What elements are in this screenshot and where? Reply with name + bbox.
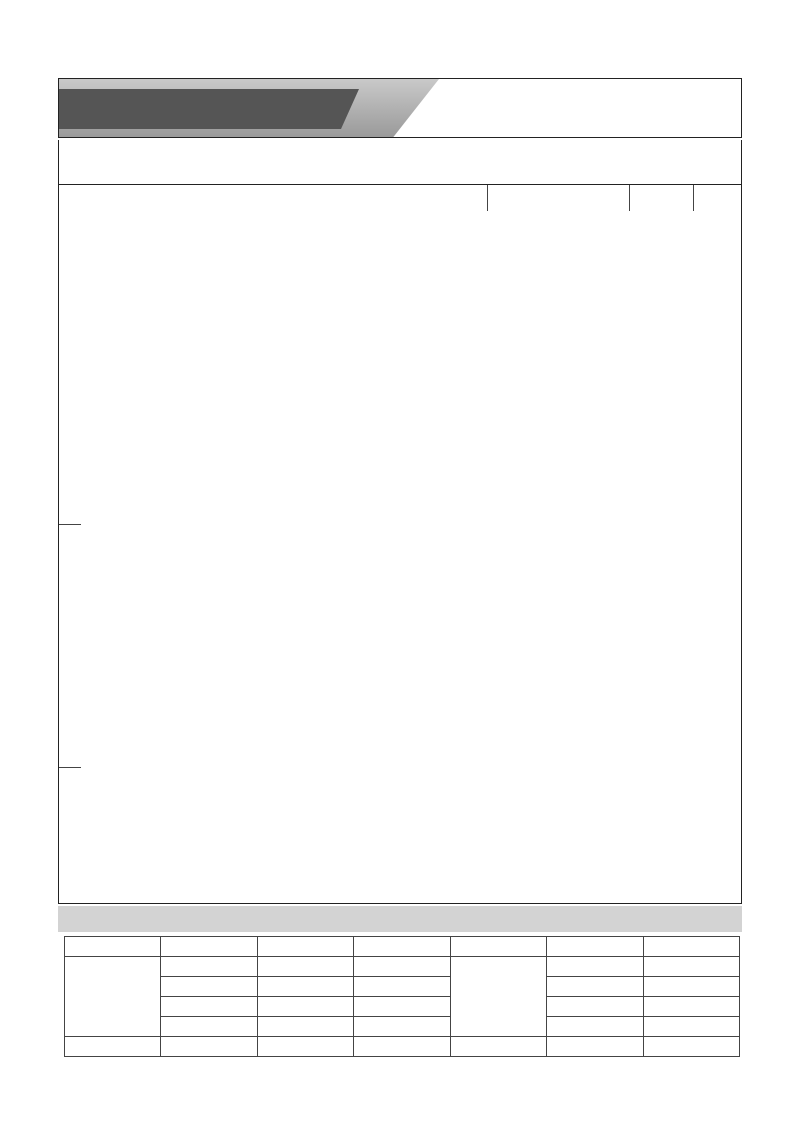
contact-name (161, 977, 257, 997)
contact-fax (450, 957, 546, 1037)
header-peer (631, 185, 693, 211)
contact-mobile (257, 957, 353, 977)
region-america (59, 767, 81, 903)
supervisor-qq (547, 1037, 643, 1057)
contact-mobile (257, 977, 353, 997)
contact-wechat (643, 957, 739, 977)
contact-qq (547, 957, 643, 977)
supervisor-row (65, 1037, 740, 1057)
contact-col-qq (547, 937, 643, 957)
contact-qq (547, 1017, 643, 1037)
contact-name (161, 1017, 257, 1037)
contact-wechat (643, 1017, 739, 1037)
contact-wechat (643, 997, 739, 1017)
contact-phone (354, 1017, 450, 1037)
contact-mobile (257, 997, 353, 1017)
header-banner (58, 78, 742, 138)
contact-row (65, 957, 740, 977)
contact-mobile (257, 1017, 353, 1037)
contact-table (64, 936, 740, 1057)
contact-name (161, 957, 257, 977)
group-label (65, 957, 161, 1037)
contact-qq (547, 977, 643, 997)
contact-qq (547, 997, 643, 1017)
contact-phone (354, 957, 450, 977)
header-direct (695, 185, 743, 211)
contact-col-role (65, 937, 161, 957)
supervisor-phone (354, 1037, 450, 1057)
contact-phone (354, 997, 450, 1017)
itinerary-table (58, 184, 742, 904)
contact-col-fax (450, 937, 546, 957)
contact-wechat (643, 977, 739, 997)
supervisor-mobile (257, 1037, 353, 1057)
contact-col-name (161, 937, 257, 957)
contact-header-row (65, 937, 740, 957)
supervisor-wechat (643, 1037, 739, 1057)
supervisor-name (161, 1037, 257, 1057)
region-europe (59, 185, 81, 524)
supervisor-fax (450, 1037, 546, 1057)
table-header (81, 185, 741, 211)
footer (58, 1070, 742, 1083)
contact-row (65, 997, 740, 1017)
supervisor-label (65, 1037, 161, 1057)
contact-col-wechat (643, 937, 739, 957)
contact-col-phone (354, 937, 450, 957)
header-route (85, 185, 485, 211)
service-banner (58, 906, 742, 932)
header-dates (491, 185, 627, 211)
region-australia (59, 524, 81, 767)
page-title (58, 140, 742, 184)
contact-row (65, 1017, 740, 1037)
contact-phone (354, 977, 450, 997)
contact-row (65, 977, 740, 997)
contact-col-mobile (257, 937, 353, 957)
contact-name (161, 997, 257, 1017)
